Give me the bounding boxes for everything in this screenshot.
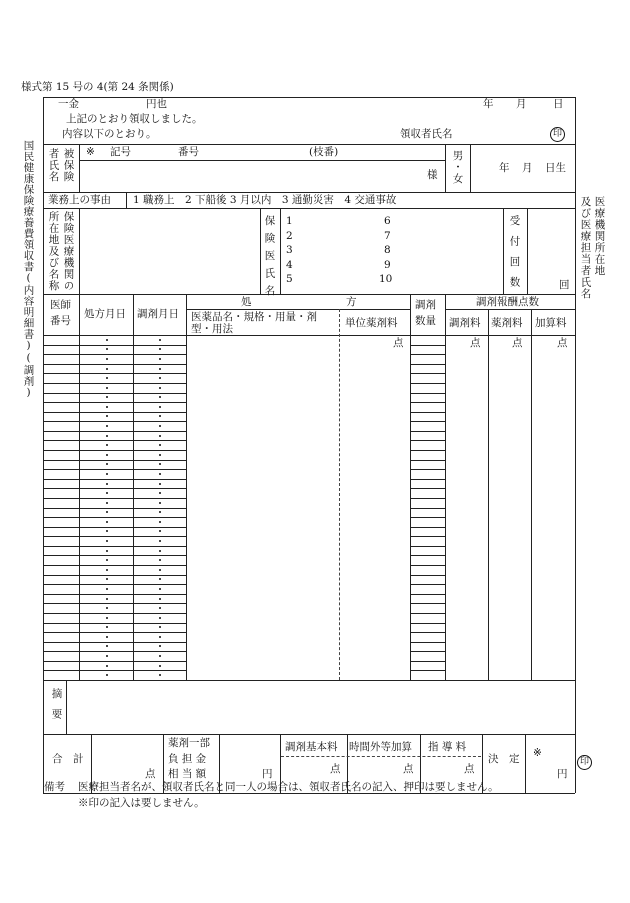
date-separator-dot (106, 492, 108, 494)
hdr-add-fee: 加算料 (535, 317, 567, 329)
date-separator-dot (106, 435, 108, 437)
table-row-line (410, 354, 445, 355)
date-separator-dot (106, 483, 108, 485)
doctor-number: 5 (286, 273, 293, 285)
table-row-line (410, 613, 445, 614)
date-separator-dot (106, 674, 108, 676)
table-row-line (43, 479, 186, 480)
hdr-drug-1: 医薬品名・規格・用量・剤 (191, 311, 317, 323)
table-row-line (410, 440, 445, 441)
date-separator-dot (159, 406, 161, 408)
table-row-line (43, 354, 186, 355)
date-separator-dot (106, 406, 108, 408)
date-separator-dot (106, 617, 108, 619)
date-separator-dot (159, 636, 161, 638)
hdr-prescription-1: 処 (241, 296, 252, 308)
table-row-line (43, 517, 186, 518)
table-row-line (43, 632, 186, 633)
drug-fee-point: 点 (512, 337, 523, 349)
date-separator-dot (106, 473, 108, 475)
table-row-line (43, 364, 186, 365)
table-row-line (410, 632, 445, 633)
decision-label: 決 定 (488, 753, 520, 765)
date-separator-dot (159, 368, 161, 370)
table-row-line (43, 488, 186, 489)
date-separator-dot (159, 674, 161, 676)
date-separator-dot (159, 435, 161, 437)
table-row-line (410, 402, 445, 403)
facility-label-col1: 保険医療機関の (62, 211, 75, 292)
table-row-line (43, 402, 186, 403)
table-row-line (43, 469, 186, 470)
table-row-line (410, 584, 445, 585)
doctor-number: 8 (384, 244, 391, 256)
table-row-line (410, 594, 445, 595)
insured-number-label: 番号 (178, 146, 199, 158)
unit-fee-point: 点 (393, 337, 404, 349)
date-separator-dot (106, 636, 108, 638)
hdr-unit-fee: 単位薬剤料 (345, 317, 398, 329)
date-separator-dot (106, 578, 108, 580)
date-separator-dot (159, 358, 161, 360)
table-row-line (43, 623, 186, 624)
date-separator-dot (159, 578, 161, 580)
basic-fee-point: 点 (330, 763, 341, 775)
date-separator-dot (159, 521, 161, 523)
table-row-line (410, 536, 445, 537)
right-vertical-title-2: 及び医療担当者氏名 (579, 196, 592, 300)
receipt-month: 月 (516, 98, 527, 110)
date-separator-dot (159, 348, 161, 350)
hdr-qty-2: 数量 (415, 315, 436, 327)
receipt-line2: 内容以下のとおり。 (62, 128, 157, 140)
table-row-line (410, 383, 445, 384)
date-separator-dot (106, 530, 108, 532)
date-separator-dot (159, 502, 161, 504)
table-row-line (410, 670, 445, 671)
facility-label-col2: 所在地及び名称 (47, 211, 60, 292)
table-row-line (43, 575, 186, 576)
table-row-line (43, 613, 186, 614)
date-separator-dot (159, 377, 161, 379)
table-row-line (410, 603, 445, 604)
date-separator-dot (159, 415, 161, 417)
date-separator-dot (106, 368, 108, 370)
date-separator-dot (106, 358, 108, 360)
date-separator-dot (159, 492, 161, 494)
date-separator-dot (159, 473, 161, 475)
table-row-line (410, 651, 445, 652)
table-row-line (43, 412, 186, 413)
date-separator-dot (106, 377, 108, 379)
doctor-number: 7 (384, 229, 391, 242)
total-label: 合 計 (52, 753, 84, 765)
date-separator-dot (106, 607, 108, 609)
table-row-line (410, 488, 445, 489)
date-separator-dot (106, 559, 108, 561)
date-separator-dot (159, 626, 161, 628)
table-row-line (43, 546, 186, 547)
date-separator-dot (159, 387, 161, 389)
doctor-number: 10 (379, 273, 393, 285)
table-row-line (410, 393, 445, 394)
reason-label: 業務上の事由 (48, 194, 111, 206)
doctor-number: 2 (286, 229, 293, 242)
insured-branch-label: (枝番) (309, 146, 339, 158)
date-separator-dot (159, 425, 161, 427)
date-separator-dot (159, 617, 161, 619)
insured-mark: ※ (86, 146, 95, 158)
copay-line3: 相 当 額 (168, 768, 207, 780)
hdr-doctor-no-1: 医師 (50, 299, 71, 311)
table-row-line (410, 479, 445, 480)
table-row-line (410, 498, 445, 499)
table-row-line (410, 517, 445, 518)
recipient-label: 領収者氏名 (400, 128, 453, 140)
form-title: 様式第 15 号の 4(第 24 条関係) (21, 81, 174, 93)
date-separator-dot (159, 444, 161, 446)
left-vertical-title: 国民健康保険療養費領収書(内容明細書)(調剤) (22, 140, 35, 399)
date-separator-dot (106, 339, 108, 341)
date-separator-dot (159, 607, 161, 609)
notes-label: 備考 (44, 781, 65, 793)
date-separator-dot (106, 550, 108, 552)
table-row-line (43, 421, 186, 422)
reason-options: 1 職務上 2 下船後 3 月以内 3 通勤災害 4 交通事故 (133, 194, 397, 206)
date-separator-dot (159, 396, 161, 398)
table-row-line (410, 460, 445, 461)
overtime-point: 点 (403, 763, 414, 775)
notes-line2: ※印の記入は要しません。 (78, 797, 205, 809)
table-row-line (43, 661, 186, 662)
table-row-line (410, 508, 445, 509)
date-separator-dot (106, 454, 108, 456)
basic-fee-label: 調剤基本料 (285, 741, 338, 753)
doctor-number: 4 (286, 258, 293, 271)
date-separator-dot (106, 415, 108, 417)
insured-sex: 男・女 (451, 150, 464, 185)
date-separator-dot (159, 559, 161, 561)
table-row-line (410, 421, 445, 422)
date-separator-dot (106, 348, 108, 350)
date-separator-dot (106, 425, 108, 427)
date-separator-dot (159, 655, 161, 657)
table-row-line (410, 575, 445, 576)
receipt-year: 年 (483, 98, 494, 110)
add-fee-point: 点 (557, 337, 568, 349)
table-row-line (410, 565, 445, 566)
table-row-line (410, 431, 445, 432)
table-row-line (410, 364, 445, 365)
table-row-line (43, 440, 186, 441)
decision-mark: ※ (533, 747, 542, 759)
date-separator-dot (159, 540, 161, 542)
table-row-line (43, 642, 186, 643)
date-separator-dot (106, 540, 108, 542)
table-row-line (43, 670, 186, 671)
copay-yen: 円 (262, 768, 273, 780)
receipt-line1: 上記のとおり領収しました。 (66, 113, 203, 125)
date-separator-dot (106, 588, 108, 590)
table-row-line (43, 431, 186, 432)
decision-seal-icon: 印 (577, 755, 592, 770)
date-separator-dot (106, 626, 108, 628)
insured-sama: 様 (427, 169, 438, 181)
table-row-line (43, 603, 186, 604)
doctor-number: 6 (384, 215, 391, 227)
table-row-line (410, 373, 445, 374)
remarks-label: 摘要 (50, 688, 63, 729)
birth-month: 月 (522, 162, 533, 174)
table-row-line (43, 345, 186, 346)
date-separator-dot (159, 463, 161, 465)
date-separator-dot (159, 339, 161, 341)
table-row-line (410, 642, 445, 643)
table-row-line (410, 623, 445, 624)
table-row-line (43, 450, 186, 451)
date-separator-dot (159, 598, 161, 600)
hdr-rx-date: 処方月日 (84, 308, 126, 320)
table-row-line (43, 584, 186, 585)
table-row-line (410, 412, 445, 413)
amount-suffix: 円也 (146, 98, 167, 110)
insured-label-col2: 者氏名 (47, 148, 60, 183)
table-row-line (43, 498, 186, 499)
table-row-line (43, 373, 186, 374)
date-separator-dot (159, 588, 161, 590)
table-row-line (43, 460, 186, 461)
date-separator-dot (106, 655, 108, 657)
hdr-prescription-2: 方 (346, 296, 357, 308)
overtime-label: 時間外等加算 (349, 741, 412, 753)
hdr-disp-fee: 調剤料 (449, 317, 481, 329)
visits-label: 受付回数 (508, 215, 521, 297)
date-separator-dot (106, 521, 108, 523)
decision-yen: 円 (557, 768, 568, 780)
recipient-seal-icon: 印 (550, 127, 565, 142)
table-row-line (43, 565, 186, 566)
doctor-number: 3 (286, 244, 293, 256)
insured-label-col1: 被保険 (62, 148, 75, 183)
date-separator-dot (159, 569, 161, 571)
birth-day: 日生 (545, 162, 566, 174)
date-separator-dot (159, 483, 161, 485)
doctor-number: 9 (384, 258, 391, 271)
table-row-line (410, 469, 445, 470)
table-row-line (43, 508, 186, 509)
date-separator-dot (106, 511, 108, 513)
table-row-line (410, 345, 445, 346)
date-separator-dot (159, 665, 161, 667)
table-row-line (410, 450, 445, 451)
date-separator-dot (106, 665, 108, 667)
guidance-label: 指 導 料 (428, 741, 467, 753)
hdr-drug-fee: 薬剤料 (491, 317, 523, 329)
table-row-line (410, 546, 445, 547)
date-separator-dot (106, 502, 108, 504)
doctor-number: 1 (286, 215, 293, 227)
date-separator-dot (106, 598, 108, 600)
table-row-line (43, 393, 186, 394)
total-point-unit: 点 (145, 768, 156, 780)
right-vertical-title-1: 医療機関所在地 (593, 196, 606, 277)
date-separator-dot (159, 645, 161, 647)
table-row-line (410, 527, 445, 528)
disp-fee-point: 点 (470, 337, 481, 349)
date-separator-dot (106, 463, 108, 465)
table-row-line (43, 651, 186, 652)
table-row-line (410, 661, 445, 662)
receipt-day: 日 (553, 98, 564, 110)
date-separator-dot (106, 645, 108, 647)
insured-symbol-label: 記号 (110, 146, 131, 158)
date-separator-dot (106, 569, 108, 571)
table-row-line (43, 536, 186, 537)
hdr-qty-1: 調剤 (415, 299, 436, 311)
notes-line1: 医療担当者名が、領収者氏名と同一人の場合は、領収者氏名の記入、押印は要しません。 (78, 781, 499, 793)
birth-year: 年 (499, 162, 510, 174)
table-row-line (43, 594, 186, 595)
table-row-line (43, 383, 186, 384)
table-row-line (43, 527, 186, 528)
hdr-points: 調剤報酬点数 (476, 296, 539, 308)
hdr-disp-date: 調剤月日 (137, 308, 179, 320)
doctor-label: 保険医氏名 (263, 215, 276, 303)
table-row-line (410, 555, 445, 556)
hdr-doctor-no-2: 番号 (50, 315, 71, 327)
copay-line1: 薬剤一部 (168, 737, 210, 749)
visits-unit: 回 (559, 279, 570, 291)
date-separator-dot (159, 511, 161, 513)
table-row-line (43, 555, 186, 556)
hdr-drug-2: 型・用法 (191, 323, 233, 335)
date-separator-dot (159, 550, 161, 552)
guidance-point: 点 (464, 763, 475, 775)
amount-prefix: 一金 (58, 98, 79, 110)
date-separator-dot (106, 387, 108, 389)
date-separator-dot (106, 396, 108, 398)
copay-line2: 負 担 金 (168, 753, 207, 765)
date-separator-dot (159, 454, 161, 456)
date-separator-dot (159, 530, 161, 532)
date-separator-dot (106, 444, 108, 446)
